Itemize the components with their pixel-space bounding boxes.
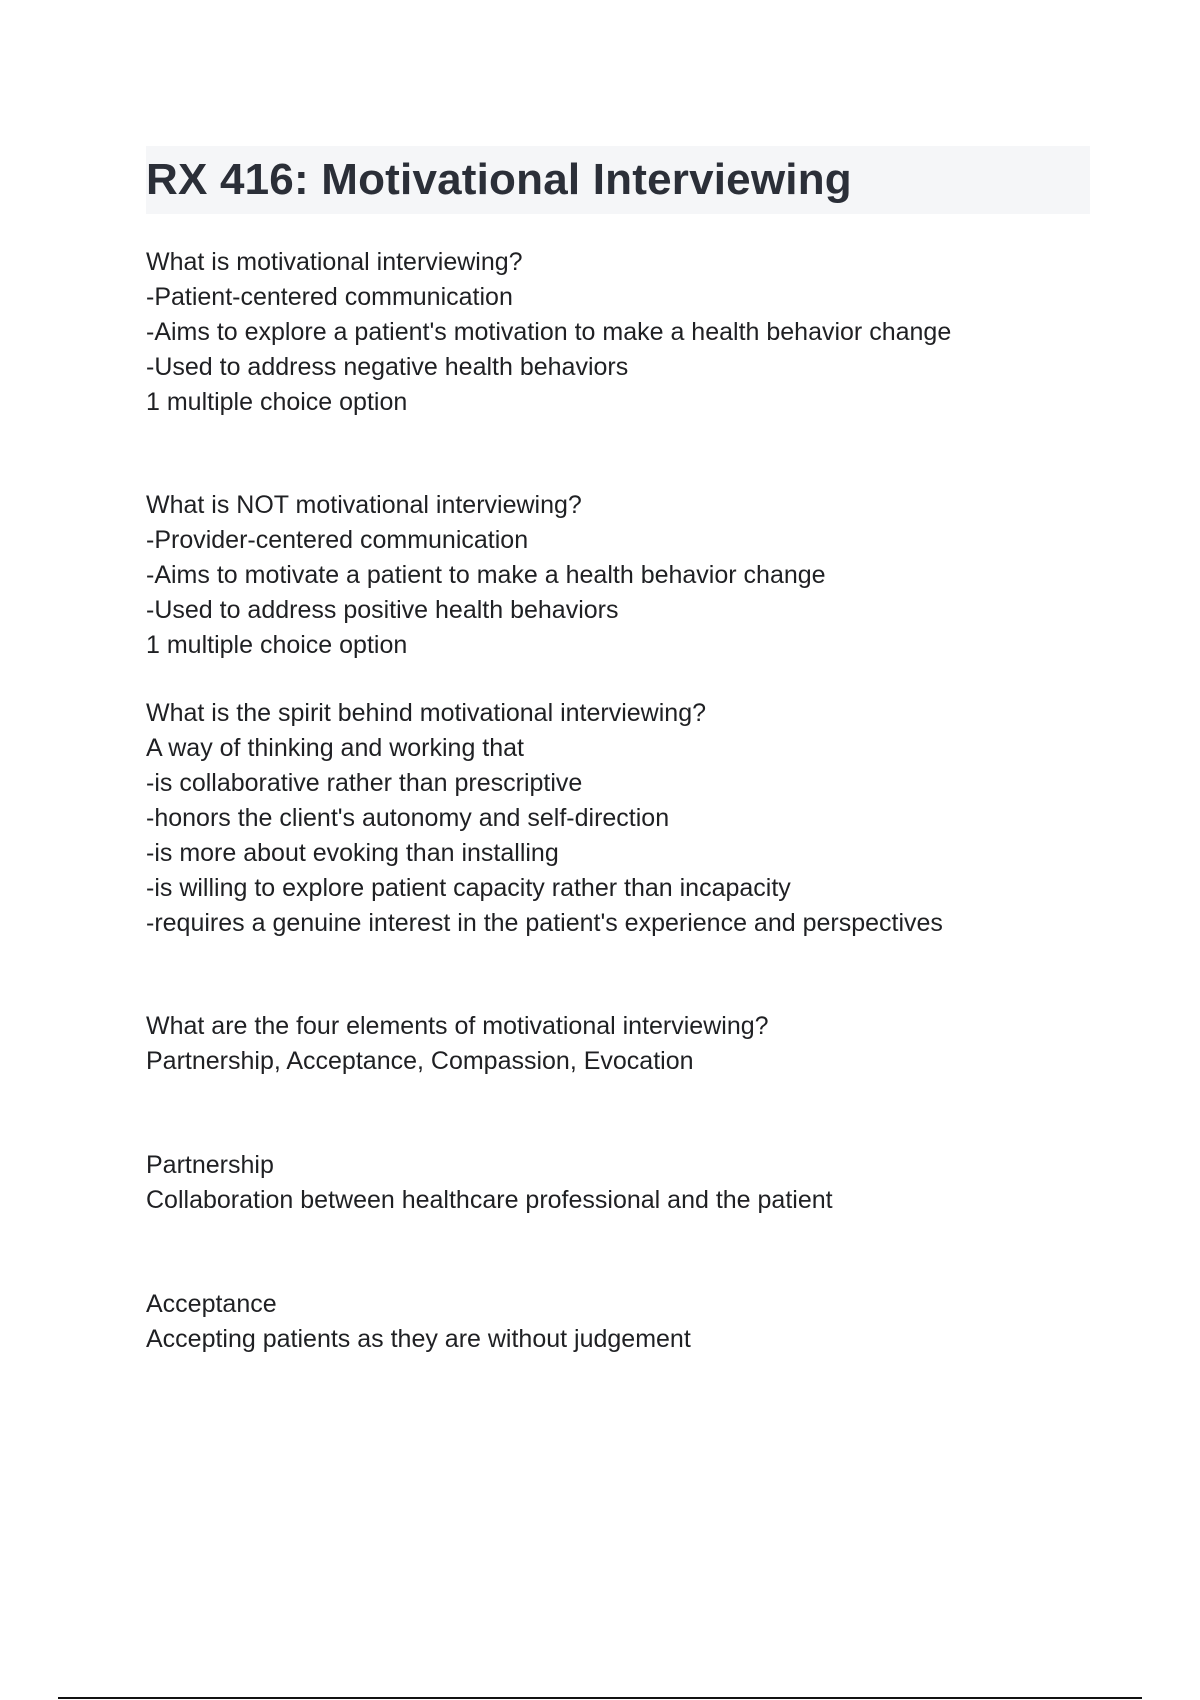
answer-line: -is more about evoking than installing <box>146 839 559 867</box>
answer-line: -Aims to motivate a patient to make a health behavior change <box>146 561 826 589</box>
qa-card <box>146 1287 1106 1357</box>
qa-card <box>146 696 1106 941</box>
answer-line: 1 multiple choice option <box>146 631 408 659</box>
answer-line: 1 multiple choice option <box>146 388 408 416</box>
answer-line: -requires a genuine interest in the patient's experience and perspectives <box>146 909 943 937</box>
question-text: Partnership <box>146 1151 274 1179</box>
question-text: Acceptance <box>146 1290 277 1318</box>
answer-line: A way of thinking and working that <box>146 734 525 762</box>
answer-line: Accepting patients as they are without judgement <box>146 1325 691 1353</box>
answer-line: -is willing to explore patient capacity rather than incapacity <box>146 874 791 902</box>
question-text: What is motivational interviewing? <box>146 248 523 276</box>
answer-line: -Provider-centered communication <box>146 526 529 554</box>
question-text: What is the spirit behind motivational interviewing? <box>146 699 706 727</box>
qa-card <box>146 1148 1106 1218</box>
qa-card <box>146 245 1106 420</box>
answer-line: Partnership, Acceptance, Compassion, Evocation <box>146 1047 694 1075</box>
answer-line: -is collaborative rather than prescriptive <box>146 769 583 797</box>
answer-line: -Used to address positive health behaviors <box>146 596 619 624</box>
answer-line: -Patient-centered communication <box>146 283 513 311</box>
title-bar <box>146 146 1090 214</box>
question-text: What is NOT motivational interviewing? <box>146 491 582 519</box>
footer-divider <box>58 1697 1142 1699</box>
answer-line: -Used to address negative health behaviors <box>146 353 629 381</box>
answer-line: Collaboration between healthcare professional and the patient <box>146 1186 833 1214</box>
answer-line: -Aims to explore a patient's motivation to make a health behavior change <box>146 318 952 346</box>
qa-card <box>146 1009 1106 1079</box>
answer-line: -honors the client's autonomy and self-direction <box>146 804 670 832</box>
page-title: RX 416: Motivational Interviewing <box>146 155 852 204</box>
question-text: What are the four elements of motivational interviewing? <box>146 1012 769 1040</box>
qa-card <box>146 488 1106 663</box>
